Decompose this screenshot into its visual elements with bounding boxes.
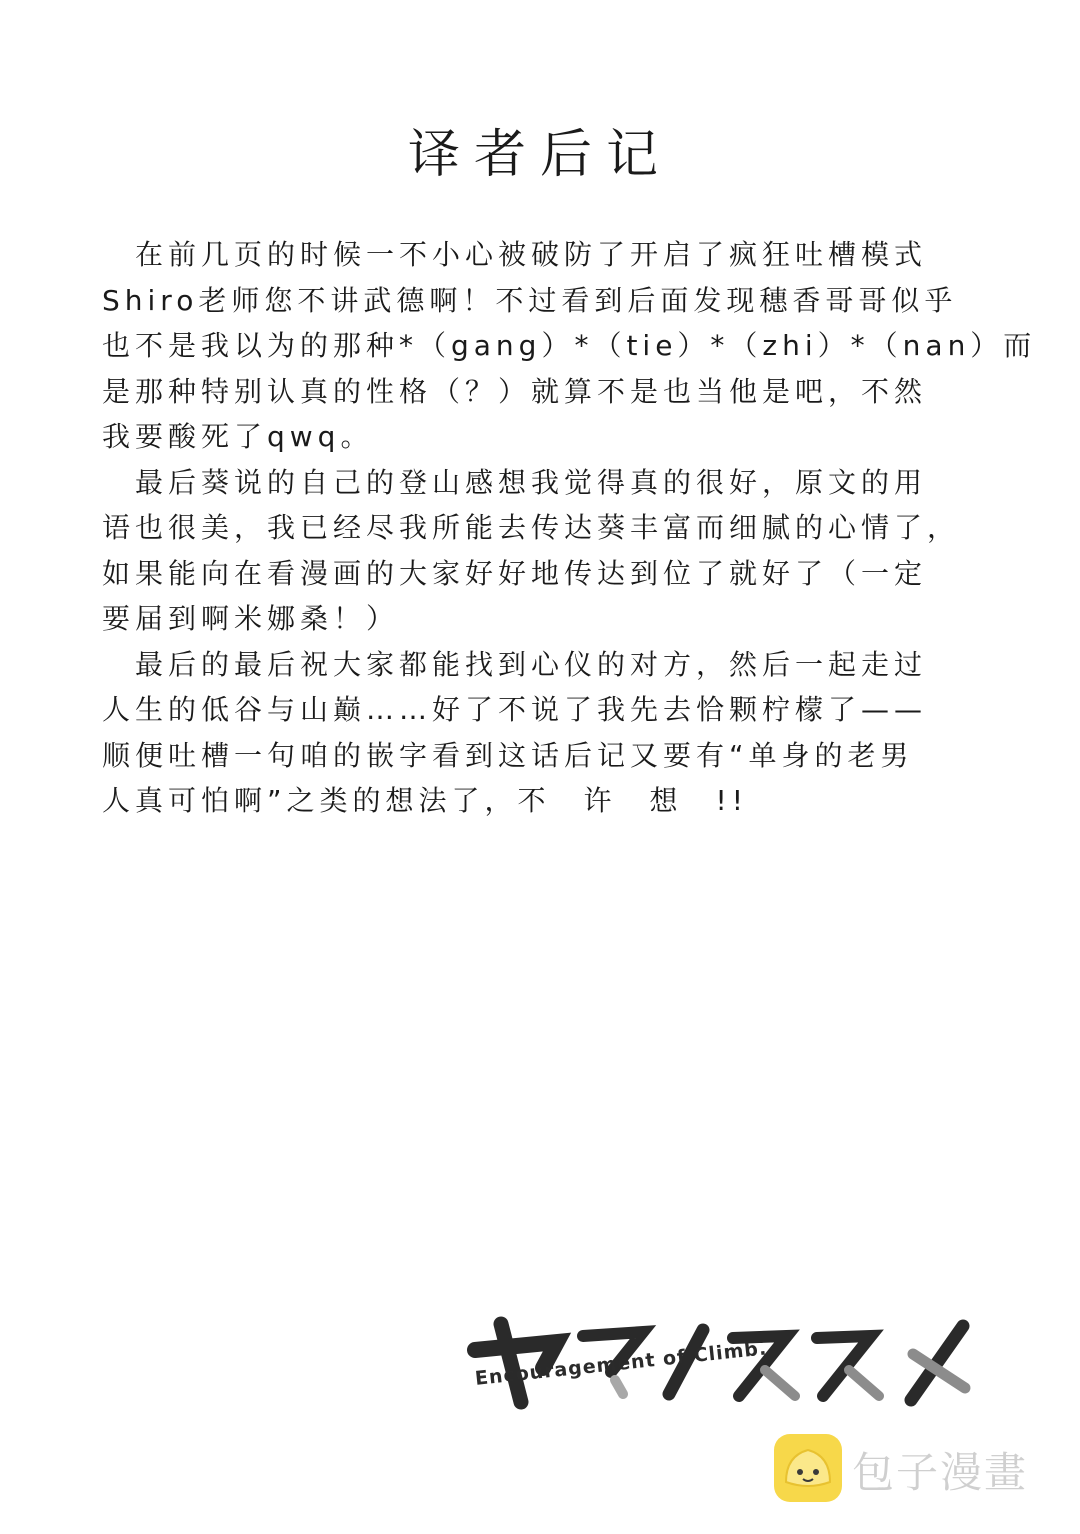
- body-line: 语也很美，我已经尽我所能去传达葵丰富而细腻的心情了，: [102, 511, 961, 544]
- watermark-text: 包子漫畫: [852, 1448, 1029, 1497]
- body-line: 我要酸死了qwq。: [102, 420, 374, 453]
- body-line: 要届到啊米娜桑！）: [102, 602, 400, 635]
- series-logo-subtitle: Encouragement of Climb.: [474, 1337, 769, 1390]
- body-line: 人真可怕啊”之类的想法了，不 许 想 !!: [102, 784, 748, 817]
- body-line: 最后的最后祝大家都能找到心仪的对方，然后一起走过: [102, 647, 928, 681]
- bun-mascot-icon: [772, 1432, 844, 1504]
- body-line: 在前几页的时候一不小心被破防了开启了疯狂吐槽模式: [102, 238, 928, 271]
- body-line: 也不是我以为的那种*（gang）*（tie）*（zhi）*（nan）而: [102, 329, 1037, 362]
- body-line: 顺便吐槽一句咱的嵌字看到这话后记又要有“单身的老男: [102, 738, 914, 772]
- body-line: 人生的低谷与山巅……好了不说了我先去恰颗柠檬了——: [102, 693, 928, 726]
- site-watermark: [772, 1428, 1062, 1508]
- body-line: 如果能向在看漫画的大家好好地传达到位了就好了（一定: [102, 556, 928, 590]
- afterword-body: [102, 232, 1037, 824]
- body-line: 是那种特别认真的性格（？）就算不是也当他是吧，不然: [102, 374, 928, 408]
- body-line: Shiro老师您不讲武德啊！不过看到后面发现穗香哥哥似乎: [102, 283, 958, 317]
- page-title: 译者后记: [407, 125, 672, 185]
- body-line: 最后葵说的自己的登山感想我觉得真的很好，原文的用: [102, 465, 928, 499]
